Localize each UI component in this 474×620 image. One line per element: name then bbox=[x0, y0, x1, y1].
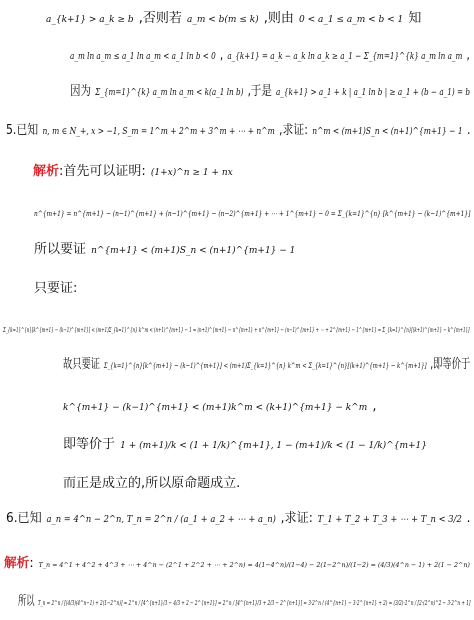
formula: Σ_{k=1}^{n}[k^{m+1} − (k−1)^{m+1}] < (m+1)Σ_{k=1}^{n} k^m < Σ_{k=1}^{n}[(k+1)^{m+1} − k^{m+1}] bbox=[103, 361, 427, 370]
text: : bbox=[29, 556, 34, 571]
formula: k^{m+1} − (k−1)^{m+1} < (m+1)k^m < (k+1)^{m+1} − k^m bbox=[63, 403, 368, 413]
text: . bbox=[466, 511, 471, 526]
formula: a_{k+1} > a_1 + k | a_1 ln b | ≥ a_1 + (b − a_1) = b bbox=[275, 88, 471, 98]
analysis-label: 解析 bbox=[33, 164, 60, 179]
formula: T_n = 4^1 + 4^2 + 4^3 + ⋯ + 4^n − (2^1 + 2^2 + ⋯ + 2^n) = 4(1−4^n)/(1−4) − 2(1−2^n)/(1−2) = (4/3)(4^n − 1) + 2(1 − 2^n) bbox=[38, 561, 470, 569]
text: 所以 bbox=[18, 594, 35, 609]
line-13 bbox=[63, 474, 240, 490]
formula: 0 < a_1 ≤ a_m < b < 1 bbox=[299, 15, 404, 25]
text: 故只要证 bbox=[63, 357, 101, 372]
formula: n^m < (m+1)S_n < (n+1)^{m+1} − 1 bbox=[312, 127, 463, 137]
line-8 bbox=[34, 279, 77, 295]
formula: T_n = 2^n / [(4/3)(4^n−1) + 2(1−2^n)] = 2^n / [4^{n+1}/3 − 4/3 + 2 − 2^{n+1}] = 2^n / [4^{n+1}/3 + 2/3 − 2^{n+1}] = 3·2^n / (4^{n+1} − 3·2^{n+1} + 2) = (3/2)·2^n / [2·(2^n)^2 − 3·2^n + 1] bbox=[37, 599, 471, 607]
text: , bbox=[466, 48, 470, 63]
text: 只要证: bbox=[34, 281, 78, 296]
analysis-5 bbox=[33, 162, 233, 178]
line-1 bbox=[46, 9, 421, 25]
formula: 1 + (m+1)/k < (1 + 1/k)^{m+1}, 1 − (m+1)/k < (1 − 1/k)^{m+1} bbox=[120, 441, 427, 451]
problem-6 bbox=[6, 509, 470, 525]
text: ,否则若 bbox=[138, 11, 182, 26]
text: 5.已知 bbox=[6, 123, 39, 138]
text: 知 bbox=[408, 11, 422, 26]
text: ,则由 bbox=[263, 11, 294, 26]
text: :首先可以证明: bbox=[59, 164, 146, 179]
analysis-label: 解析 bbox=[4, 556, 30, 571]
text: 因为 bbox=[70, 84, 91, 99]
formula: n, m ∈ N_+, x > −1, S_m = 1^m + 2^m + 3^m + ⋯ + n^m bbox=[42, 127, 275, 137]
text: . bbox=[466, 123, 471, 138]
text: ,求证: bbox=[279, 123, 308, 138]
formula: T_1 + T_2 + T_3 + ⋯ + T_n < 3/2 bbox=[317, 515, 462, 525]
formula: Σ_{k=1}^{n}[k^{m+1} − (k−1)^{m+1}] < (m+1)Σ_{k=1}^{n} k^m < (n+1)^{m+1} − 1 = (n+1)^{m+1} − n^{m+1} + n^{m+1} − (n−1)^{m+1} + ⋯ + 2^{m+1} − 1^{m+1} = Σ_{k=1}^{n}[(k+1)^{m+1} − k^{m+1}] bbox=[3, 326, 470, 334]
formula: a_{k+1} = a_k − a_k ln a_k ≥ a_1 − Σ_{m=1}^{k} a_m ln a_m bbox=[227, 52, 463, 62]
text: 而正是成立的,所以原命题成立. bbox=[63, 476, 241, 491]
problem-5 bbox=[6, 121, 470, 137]
text: ,于是 bbox=[247, 84, 272, 99]
line-7 bbox=[34, 240, 295, 256]
text: 6.已知 bbox=[6, 511, 42, 526]
line-6 bbox=[34, 203, 470, 219]
line-9 bbox=[3, 319, 470, 335]
line-12 bbox=[63, 435, 427, 451]
line-11 bbox=[63, 397, 377, 413]
line-16 bbox=[18, 592, 470, 608]
formula: n^{m+1} < (m+1)S_n < (n+1)^{m+1} − 1 bbox=[91, 246, 296, 256]
text: 即等价于 bbox=[63, 437, 116, 452]
text: ,即等价于 bbox=[430, 357, 471, 372]
formula: a_n = 4^n − 2^n, T_n = 2^n / (a_1 + a_2 + ⋯ + a_n) bbox=[46, 515, 276, 525]
formula: a_{k+1} > a_k ≥ b bbox=[46, 15, 134, 25]
text: , bbox=[372, 399, 377, 414]
text: ,求证: bbox=[280, 511, 313, 526]
formula: n^{m+1} = n^{m+1} − (n−1)^{m+1} + (n−1)^{m+1} − (n−2)^{m+1} + ⋯ + 1^{m+1} − 0 = Σ_{k=1}^{n} [k^{m+1} − (k−1)^{m+1}] bbox=[34, 209, 471, 218]
analysis-6 bbox=[4, 554, 470, 570]
line-10 bbox=[63, 355, 470, 371]
line-2 bbox=[70, 46, 470, 62]
formula: a_m < b(m ≤ k) bbox=[186, 15, 259, 25]
text: , bbox=[219, 48, 224, 63]
line-3 bbox=[70, 82, 470, 98]
formula: (1+x)^n ≥ 1 + nx bbox=[150, 168, 233, 178]
formula: Σ_{m=1}^{k} a_m ln a_m < k(a_1 ln b) bbox=[95, 88, 244, 98]
formula: a_m ln a_m ≤ a_1 ln a_m < a_1 ln b < 0 bbox=[70, 52, 216, 62]
text: 所以要证 bbox=[34, 242, 87, 257]
